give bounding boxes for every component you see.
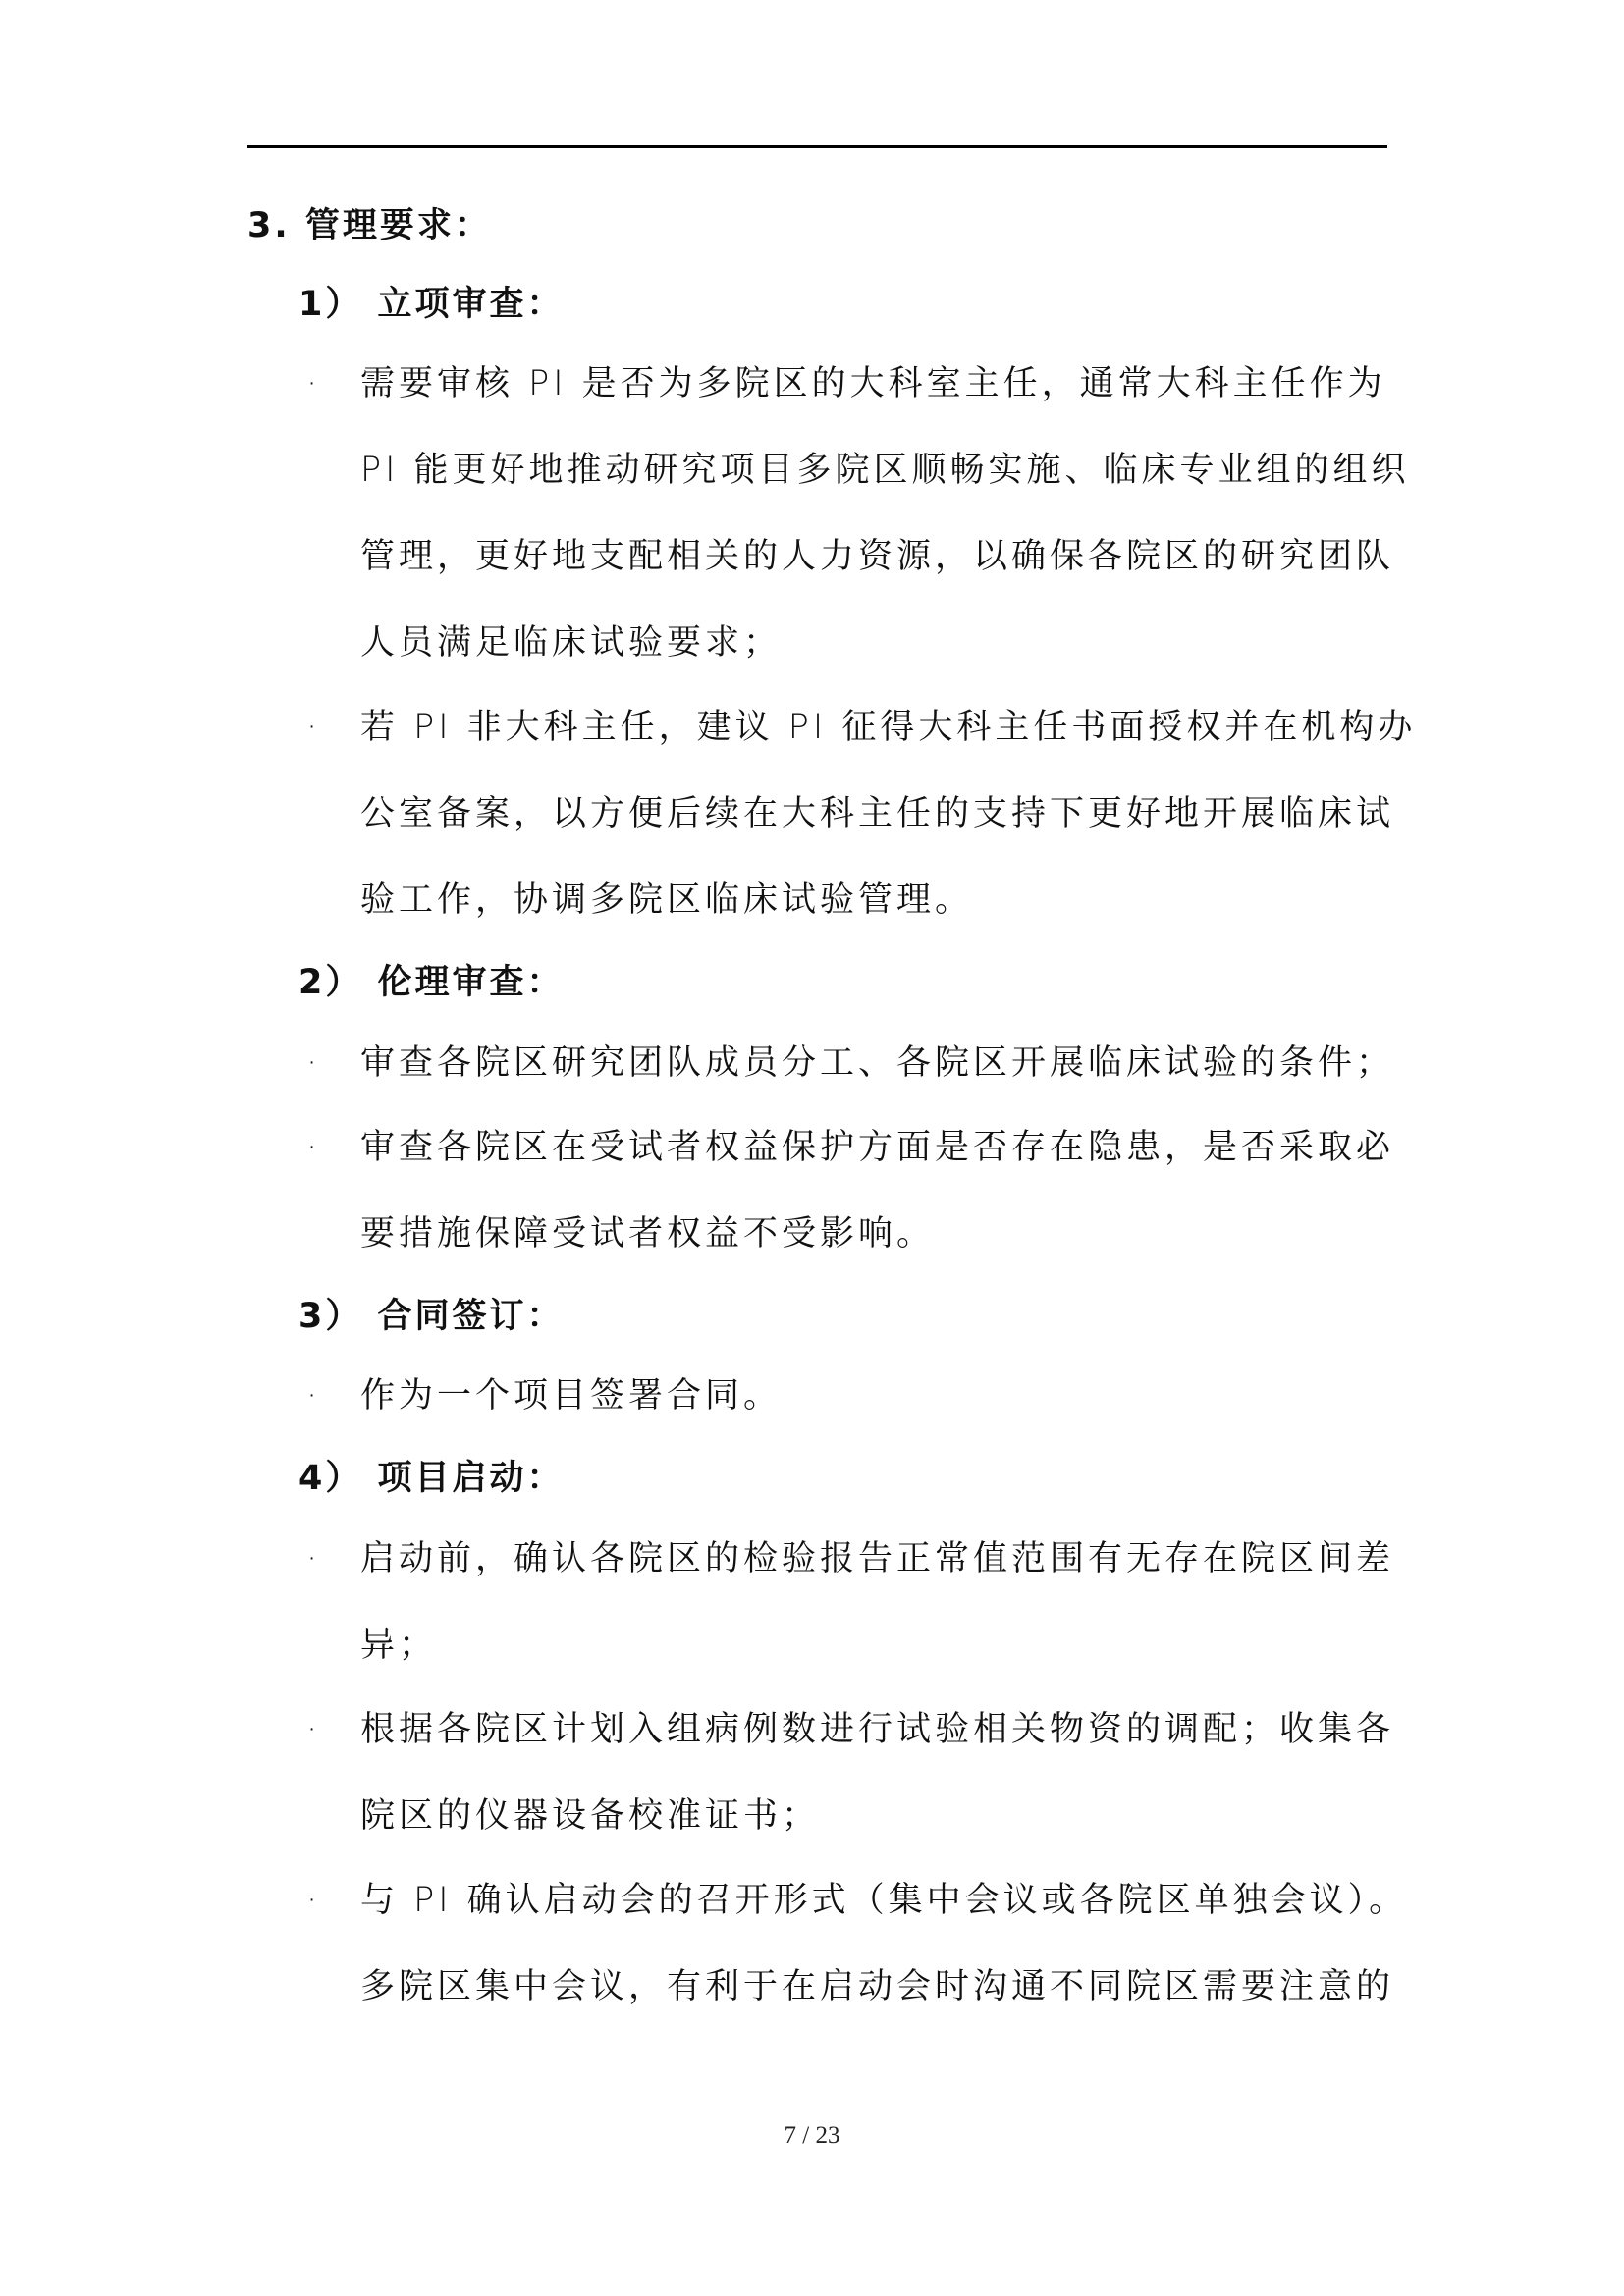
text-line: 作为一个项目签署合同。 [360,1376,783,1415]
list-item [247,341,1410,686]
bullet-list [247,341,1417,943]
section-heading: 1） 立项审查： [298,284,565,324]
section-project-launch [247,1457,1408,2030]
bullet-list [247,1020,1395,1277]
text-line: 与 PI 确认启动会的召开形式（集中会议或各院区单独会议）。 [360,1880,1408,1920]
text-line: 根据各院区计划入组病例数进行试验相关物资的调配；收集各 [360,1709,1395,1749]
section-contract-signing [247,1295,1387,1440]
text-line: 人员满足临床试验要求； [360,623,783,663]
text-line: 若 PI 非大科主任，建议 PI 征得大科主任书面授权并在机构办 [360,708,1417,747]
text-line: 多院区集中会议，有利于在启动会时沟通不同院区需要注意的 [360,1966,1395,2006]
section-ethics-review [247,961,1395,1277]
bullet-icon: · [306,708,322,747]
document-body [247,204,1417,2048]
text-line: PI 能更好地推动研究项目多院区顺畅实施、临床专业组的组织 [360,451,1410,490]
text-line: 验工作，协调多院区临床试验管理。 [360,881,974,920]
text-line: 公室备案，以方便后续在大科主任的支持下更好地开展临床试 [360,794,1395,833]
list-item [247,684,1417,943]
bullet-icon: · [306,1127,322,1167]
header-rule [247,145,1387,148]
list-item [247,1686,1395,1859]
bullet-icon: · [306,1880,322,1920]
bullet-icon: · [306,364,322,403]
page-number: 7 / 23 [784,2122,840,2149]
list-item [247,1353,1387,1439]
bullet-list [247,1516,1408,2030]
list-item [247,1857,1408,2030]
text-line: 院区的仪器设备校准证书； [360,1795,821,1836]
bullet-icon: · [306,1042,322,1083]
list-item [247,1020,1395,1106]
text-line: 需要审核 PI 是否为多院区的大科室主任，通常大科主任作为 [360,364,1386,403]
bullet-icon: · [306,1709,322,1749]
bullet-icon: · [306,1376,322,1415]
section-heading: 3） 合同签订： [298,1296,565,1336]
text-line: 审查各院区研究团队成员分工、各院区开展临床试验的条件； [360,1042,1395,1083]
section-heading: 4） 项目启动： [298,1459,565,1498]
text-line: 启动前，确认各院区的检验报告正常值范围有无存在院区间差 [360,1538,1395,1578]
section-heading: 2） 伦理审查： [298,963,565,1002]
list-item [247,1104,1395,1277]
main-heading: 3. 管理要求： [247,206,492,245]
text-line: 审查各院区在受试者权益保护方面是否存在隐患，是否采取必 [360,1127,1395,1167]
section-project-review [247,283,1417,944]
text-line: 管理，更好地支配相关的人力资源，以确保各院区的研究团队 [360,537,1395,576]
list-item [247,1516,1395,1688]
text-line: 要措施保障受试者权益不受影响。 [360,1213,936,1254]
text-line: 异； [360,1625,438,1665]
bullet-list [247,1353,1387,1439]
bullet-icon: · [306,1538,322,1578]
